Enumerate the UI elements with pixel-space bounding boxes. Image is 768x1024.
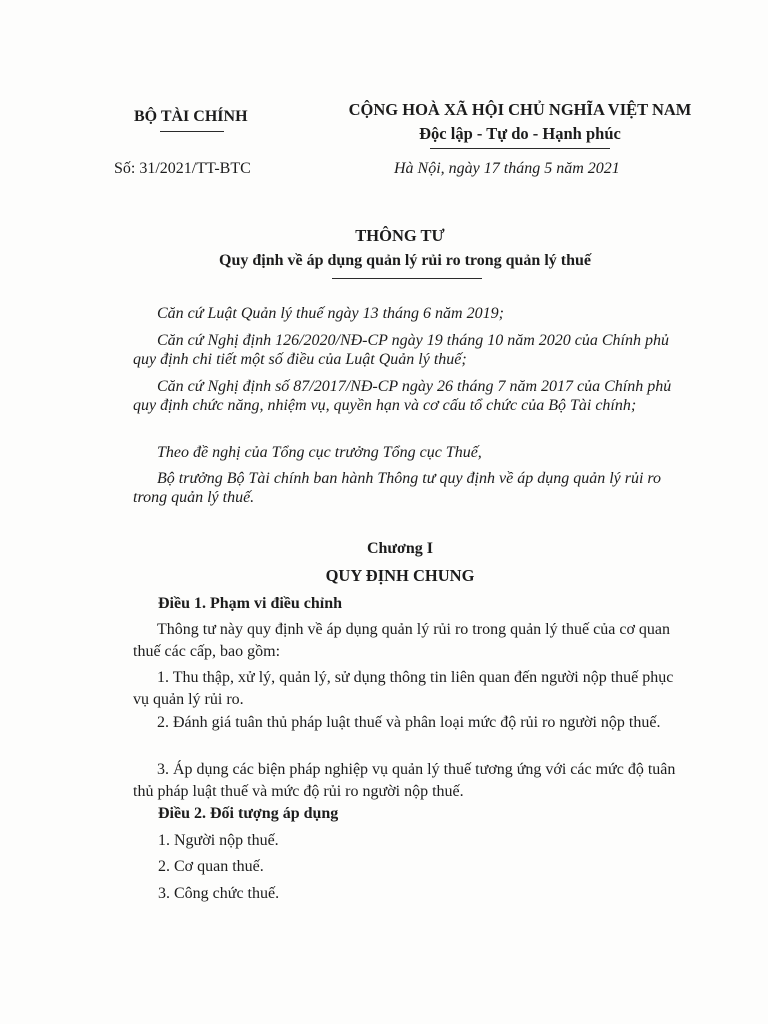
document-number: Số: 31/2021/TT-BTC <box>114 160 251 177</box>
legal-basis-2: Căn cứ Nghị định 126/2020/NĐ-CP ngày 19 tháng 10 năm 2020 của Chính phủ quy định chi tiết một số điều của Luật Quản lý thuế; <box>133 332 669 368</box>
national-motto: Độc lập - Tự do - Hạnh phúc <box>419 124 621 143</box>
document-subject: Quy định về áp dụng quản lý rủi ro trong quản lý thuế <box>219 252 591 269</box>
chapter-title: QUY ĐỊNH CHUNG <box>325 566 475 585</box>
article-1-heading: Điều 1. Phạm vi điều chỉnh <box>158 595 343 612</box>
article-2-heading: Điều 2. Đối tượng áp dụng <box>158 805 339 822</box>
chapter-number: Chương I <box>366 540 434 557</box>
legal-basis-3: Căn cứ Nghị định số 87/2017/NĐ-CP ngày 26 tháng 7 năm 2017 của Chính phủ quy định chức năng, nhiệm vụ, quyền hạn và cơ cấu tổ chức của Bộ Tài chính; <box>133 378 672 414</box>
legal-basis-5: Bộ trưởng Bộ Tài chính ban hành Thông tư quy định về áp dụng quản lý rủi ro trong quản lý thuế. <box>133 470 662 506</box>
place-and-date: Hà Nội, ngày 17 tháng 5 năm 2021 <box>394 160 620 177</box>
subject-underline <box>332 278 482 279</box>
agency-underline <box>160 131 224 132</box>
article-2-item-2: 2. Cơ quan thuế. <box>158 858 264 875</box>
document-type: THÔNG TƯ <box>355 226 445 245</box>
article-1-item-1: 1. Thu thập, xử lý, quản lý, sử dụng thông tin liên quan đến người nộp thuế phục vụ quản lý rủi ro. <box>133 669 674 708</box>
article-1-item-3: 3. Áp dụng các biện pháp nghiệp vụ quản lý thuế tương ứng với các mức độ tuân thủ pháp luật thuế và mức độ rủi ro người nộp thuế. <box>133 761 676 800</box>
motto-underline <box>430 148 610 149</box>
article-1-intro: Thông tư này quy định về áp dụng quản lý rủi ro trong quản lý thuế của cơ quan thuế các cấp, bao gồm: <box>133 621 671 660</box>
article-2-item-1: 1. Người nộp thuế. <box>158 832 279 849</box>
legal-basis-4: Theo đề nghị của Tổng cục trưởng Tổng cục Thuế, <box>157 444 482 461</box>
issuing-agency: BỘ TÀI CHÍNH <box>134 108 248 125</box>
legal-basis-1: Căn cứ Luật Quản lý thuế ngày 13 tháng 6 năm 2019; <box>157 305 504 322</box>
national-title: CỘNG HOÀ XÃ HỘI CHỦ NGHĨA VIỆT NAM <box>348 100 692 119</box>
article-2-item-3: 3. Công chức thuế. <box>158 885 280 902</box>
article-1-item-2: 2. Đánh giá tuân thủ pháp luật thuế và phân loại mức độ rủi ro người nộp thuế. <box>157 714 661 731</box>
